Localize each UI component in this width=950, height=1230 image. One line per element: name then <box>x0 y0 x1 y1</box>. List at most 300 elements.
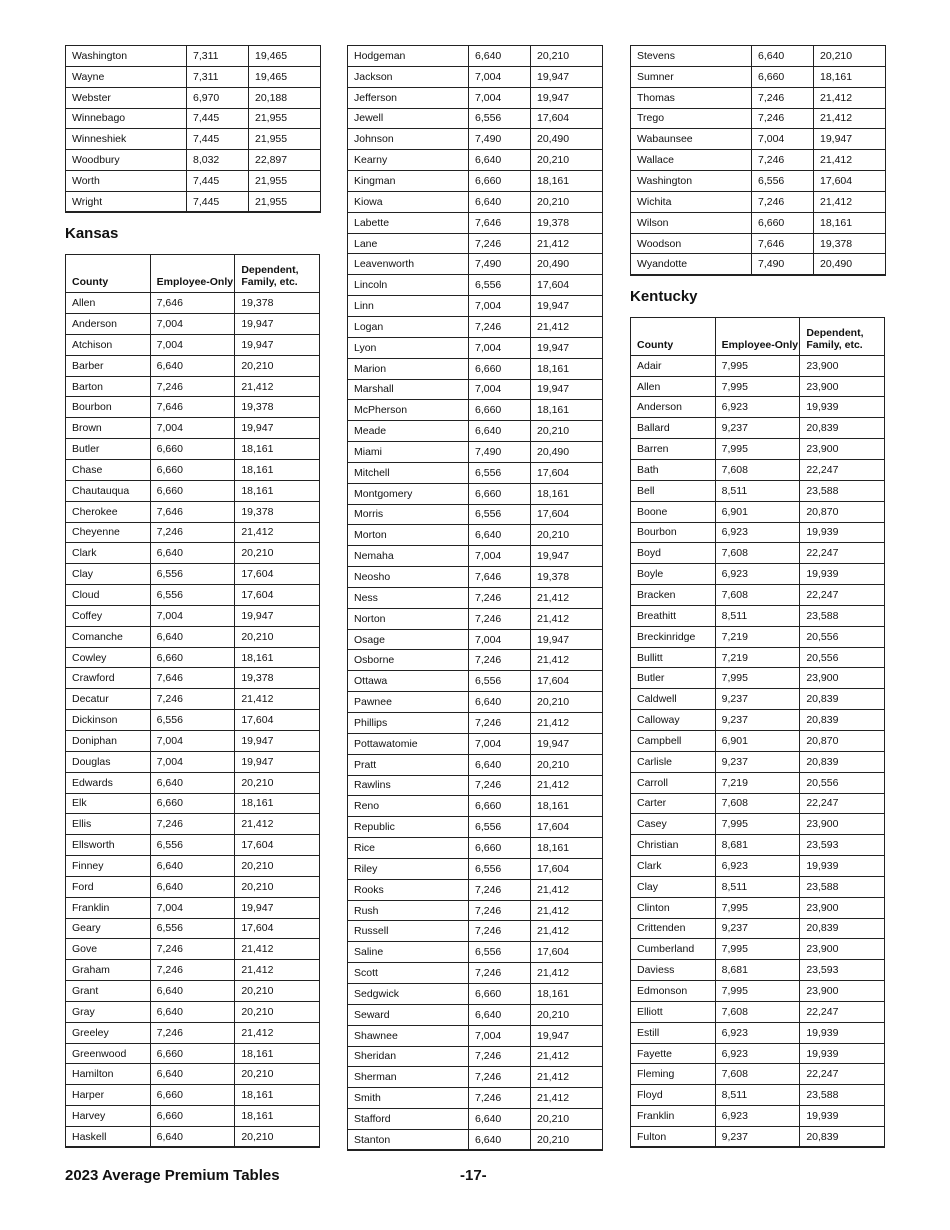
county-cell: Marshall <box>348 379 469 400</box>
county-cell: Morris <box>348 504 469 525</box>
employee-only-cell: 6,556 <box>469 858 531 879</box>
kentucky-heading: Kentucky <box>630 287 698 305</box>
employee-only-cell: 7,246 <box>469 608 531 629</box>
table-row <box>631 772 885 793</box>
employee-only-cell: 6,556 <box>469 275 531 296</box>
dependent-cell: 19,939 <box>800 856 885 877</box>
employee-only-cell: 7,646 <box>150 293 235 314</box>
employee-only-cell: 6,640 <box>469 191 531 212</box>
county-cell: Coffey <box>66 605 151 626</box>
employee-only-cell: 6,970 <box>187 87 249 108</box>
county-cell: Nemaha <box>348 546 469 567</box>
county-cell: Boyd <box>631 543 716 564</box>
table-header-row <box>631 317 885 355</box>
table-row <box>66 1043 320 1064</box>
county-cell: Norton <box>348 608 469 629</box>
county-cell: Winneshiek <box>66 129 187 150</box>
employee-only-cell: 6,901 <box>715 730 800 751</box>
employee-only-cell: 7,246 <box>469 1046 531 1067</box>
table-row <box>66 689 320 710</box>
county-cell: Carroll <box>631 772 716 793</box>
table-row <box>348 754 603 775</box>
dependent-cell: 19,939 <box>800 1022 885 1043</box>
dependent-cell: 19,947 <box>531 337 603 358</box>
dependent-cell: 18,161 <box>235 647 320 668</box>
dependent-cell: 21,412 <box>235 1022 320 1043</box>
county-cell: Washington <box>631 171 752 192</box>
table-row <box>66 46 321 67</box>
table-row <box>631 480 885 501</box>
table-row <box>631 751 885 772</box>
county-cell: Chautauqua <box>66 480 151 501</box>
table-row <box>631 1022 885 1043</box>
employee-only-cell: 7,004 <box>150 605 235 626</box>
table-row <box>66 564 320 585</box>
county-header: County <box>66 255 151 293</box>
table-row <box>348 838 603 859</box>
employee-only-cell: 6,640 <box>150 856 235 877</box>
kansas-table-continued <box>347 45 603 1151</box>
county-cell: Wabaunsee <box>631 129 752 150</box>
dependent-cell: 19,947 <box>814 129 886 150</box>
dependent-cell: 19,939 <box>800 397 885 418</box>
employee-only-cell: 9,237 <box>715 918 800 939</box>
dependent-cell: 17,604 <box>531 671 603 692</box>
dependent-cell: 20,210 <box>531 421 603 442</box>
dependent-cell: 20,210 <box>235 543 320 564</box>
table-row <box>348 1088 603 1109</box>
table-row <box>348 796 603 817</box>
dependent-cell: 21,955 <box>249 129 321 150</box>
table-row <box>631 814 885 835</box>
employee-only-cell: 6,640 <box>469 692 531 713</box>
table-row <box>631 605 885 626</box>
employee-only-cell: 7,219 <box>715 772 800 793</box>
table-row <box>348 358 603 379</box>
dependent-cell: 18,161 <box>235 1085 320 1106</box>
dependent-cell: 21,412 <box>235 939 320 960</box>
county-cell: Pratt <box>348 754 469 775</box>
employee-only-cell: 7,004 <box>469 379 531 400</box>
table-row <box>631 376 885 397</box>
county-cell: Carter <box>631 793 716 814</box>
dependent-cell: 20,210 <box>531 1109 603 1130</box>
employee-only-cell: 9,237 <box>715 710 800 731</box>
table-row <box>348 692 603 713</box>
dependent-cell: 20,210 <box>235 1001 320 1022</box>
employee-only-header: Employee-Only <box>715 317 800 355</box>
employee-only-cell: 7,246 <box>469 879 531 900</box>
employee-only-cell: 8,511 <box>715 876 800 897</box>
county-cell: Elliott <box>631 1001 716 1022</box>
county-cell: Elk <box>66 793 151 814</box>
county-cell: Morton <box>348 525 469 546</box>
county-cell: Osage <box>348 629 469 650</box>
dependent-cell: 19,947 <box>235 605 320 626</box>
county-cell: Ellis <box>66 814 151 835</box>
table-row <box>631 918 885 939</box>
county-cell: Saline <box>348 942 469 963</box>
employee-only-cell: 6,923 <box>715 1022 800 1043</box>
employee-only-cell: 7,445 <box>187 171 249 192</box>
footer-title: 2023 Average Premium Tables <box>65 1167 280 1184</box>
employee-only-cell: 6,640 <box>469 754 531 775</box>
dependent-cell: 20,839 <box>800 418 885 439</box>
table-row <box>66 191 321 212</box>
table-row <box>348 879 603 900</box>
table-row <box>66 772 320 793</box>
employee-only-cell: 7,004 <box>469 733 531 754</box>
dependent-cell: 20,210 <box>531 46 603 67</box>
employee-only-cell: 7,311 <box>187 46 249 67</box>
employee-only-cell: 7,995 <box>715 981 800 1002</box>
county-cell: Hamilton <box>66 1064 151 1085</box>
table-row <box>348 171 603 192</box>
employee-only-cell: 7,004 <box>469 296 531 317</box>
employee-only-cell: 9,237 <box>715 689 800 710</box>
table-row <box>348 212 603 233</box>
employee-only-cell: 7,004 <box>469 337 531 358</box>
employee-only-cell: 7,608 <box>715 585 800 606</box>
table-row <box>66 1001 320 1022</box>
dependent-cell: 20,210 <box>531 525 603 546</box>
employee-only-cell: 7,646 <box>469 567 531 588</box>
county-cell: Butler <box>631 668 716 689</box>
employee-only-cell: 7,246 <box>752 150 814 171</box>
employee-only-cell: 6,923 <box>715 522 800 543</box>
employee-only-cell: 7,246 <box>150 376 235 397</box>
employee-only-cell: 9,237 <box>715 751 800 772</box>
county-cell: Edmonson <box>631 981 716 1002</box>
column-1 <box>65 45 320 1148</box>
employee-only-cell: 7,995 <box>715 668 800 689</box>
dependent-cell: 17,604 <box>235 710 320 731</box>
dependent-cell: 17,604 <box>531 817 603 838</box>
employee-only-cell: 7,246 <box>752 87 814 108</box>
dependent-cell: 21,412 <box>235 689 320 710</box>
county-cell: Scott <box>348 963 469 984</box>
dependent-cell: 20,210 <box>235 856 320 877</box>
dependent-cell: 17,604 <box>235 564 320 585</box>
employee-only-cell: 6,923 <box>715 397 800 418</box>
county-cell: Grant <box>66 981 151 1002</box>
employee-only-cell: 6,660 <box>752 66 814 87</box>
dependent-cell: 21,412 <box>531 775 603 796</box>
employee-only-cell: 7,995 <box>715 355 800 376</box>
table-row <box>66 960 320 981</box>
county-cell: Clark <box>66 543 151 564</box>
dependent-cell: 18,161 <box>235 1043 320 1064</box>
employee-only-cell: 6,660 <box>150 1106 235 1127</box>
dependent-cell: 23,900 <box>800 355 885 376</box>
employee-only-cell: 6,660 <box>752 212 814 233</box>
dependent-cell: 17,604 <box>235 918 320 939</box>
employee-only-cell: 6,660 <box>150 1085 235 1106</box>
dependent-cell: 19,378 <box>235 668 320 689</box>
dependent-cell: 23,900 <box>800 814 885 835</box>
table-row <box>348 296 603 317</box>
employee-only-cell: 6,640 <box>150 981 235 1002</box>
table-row <box>66 647 320 668</box>
table-row <box>631 981 885 1002</box>
table-row <box>66 1106 320 1127</box>
county-cell: Boone <box>631 501 716 522</box>
table-row <box>348 337 603 358</box>
dependent-cell: 18,161 <box>531 983 603 1004</box>
table-row <box>631 710 885 731</box>
employee-only-cell: 7,490 <box>469 442 531 463</box>
employee-only-cell: 6,660 <box>469 483 531 504</box>
county-cell: Caldwell <box>631 689 716 710</box>
county-cell: Bourbon <box>631 522 716 543</box>
table-row <box>631 254 886 275</box>
table-row <box>66 522 320 543</box>
employee-only-cell: 6,640 <box>150 876 235 897</box>
dependent-cell: 21,412 <box>235 814 320 835</box>
table-row <box>348 379 603 400</box>
employee-only-cell: 7,246 <box>752 108 814 129</box>
county-cell: Johnson <box>348 129 469 150</box>
table-row <box>348 629 603 650</box>
dependent-cell: 19,939 <box>800 1043 885 1064</box>
table-row <box>66 1064 320 1085</box>
dependent-cell: 17,604 <box>531 275 603 296</box>
dependent-cell: 20,839 <box>800 710 885 731</box>
county-cell: Clay <box>631 876 716 897</box>
county-cell: Graham <box>66 960 151 981</box>
dependent-cell: 20,556 <box>800 772 885 793</box>
county-cell: Fulton <box>631 1127 716 1148</box>
dependent-cell: 18,161 <box>531 483 603 504</box>
employee-only-cell: 6,640 <box>469 1109 531 1130</box>
dependent-cell: 23,900 <box>800 939 885 960</box>
dependent-cell: 21,412 <box>531 1088 603 1109</box>
kentucky-table <box>630 317 885 1149</box>
county-cell: Anderson <box>66 314 151 335</box>
dependent-header: Dependent, Family, etc. <box>235 255 320 293</box>
employee-only-cell: 7,445 <box>187 108 249 129</box>
table-row <box>348 191 603 212</box>
county-header: County <box>631 317 716 355</box>
dependent-cell: 22,247 <box>800 460 885 481</box>
employee-only-cell: 7,004 <box>150 334 235 355</box>
employee-only-cell: 6,640 <box>150 772 235 793</box>
table-row <box>66 480 320 501</box>
page-number: -17- <box>460 1167 487 1184</box>
dependent-cell: 19,947 <box>235 314 320 335</box>
table-row <box>348 1004 603 1025</box>
table-row <box>348 1129 603 1150</box>
county-cell: Wayne <box>66 66 187 87</box>
employee-only-cell: 7,646 <box>469 212 531 233</box>
employee-only-cell: 6,660 <box>469 400 531 421</box>
employee-only-cell: 7,246 <box>752 191 814 212</box>
employee-only-cell: 7,246 <box>469 1067 531 1088</box>
dependent-cell: 19,947 <box>531 546 603 567</box>
employee-only-cell: 7,646 <box>150 501 235 522</box>
table-row <box>631 66 886 87</box>
table-row <box>66 981 320 1002</box>
employee-only-header: Employee-Only <box>150 255 235 293</box>
county-cell: Atchison <box>66 334 151 355</box>
dependent-cell: 20,210 <box>235 1064 320 1085</box>
table-row <box>631 543 885 564</box>
table-row <box>66 87 321 108</box>
table-row <box>66 897 320 918</box>
dependent-cell: 21,955 <box>249 191 321 212</box>
dependent-header: Dependent, Family, etc. <box>800 317 885 355</box>
county-cell: Ness <box>348 587 469 608</box>
county-cell: Ballard <box>631 418 716 439</box>
table-row <box>66 1085 320 1106</box>
dependent-cell: 19,947 <box>235 334 320 355</box>
employee-only-cell: 6,640 <box>469 421 531 442</box>
table-row <box>66 856 320 877</box>
county-cell: Geary <box>66 918 151 939</box>
employee-only-cell: 6,556 <box>469 108 531 129</box>
county-cell: Decatur <box>66 689 151 710</box>
employee-only-cell: 7,311 <box>187 66 249 87</box>
table-row <box>348 983 603 1004</box>
dependent-cell: 19,947 <box>235 730 320 751</box>
county-cell: Montgomery <box>348 483 469 504</box>
dependent-cell: 20,870 <box>800 730 885 751</box>
employee-only-cell: 6,556 <box>150 710 235 731</box>
employee-only-cell: 6,660 <box>469 983 531 1004</box>
county-cell: Linn <box>348 296 469 317</box>
table-row <box>348 1046 603 1067</box>
employee-only-cell: 7,004 <box>150 897 235 918</box>
dependent-cell: 20,210 <box>531 1004 603 1025</box>
dependent-cell: 19,947 <box>531 1025 603 1046</box>
dependent-cell: 19,465 <box>249 66 321 87</box>
table-row <box>66 793 320 814</box>
employee-only-cell: 6,640 <box>469 1004 531 1025</box>
county-cell: Wilson <box>631 212 752 233</box>
employee-only-cell: 6,556 <box>150 918 235 939</box>
dependent-cell: 22,247 <box>800 1064 885 1085</box>
county-cell: Russell <box>348 921 469 942</box>
employee-only-cell: 8,511 <box>715 1085 800 1106</box>
county-cell: Shawnee <box>348 1025 469 1046</box>
employee-only-cell: 7,646 <box>752 233 814 254</box>
dependent-cell: 22,247 <box>800 1001 885 1022</box>
county-cell: Clay <box>66 564 151 585</box>
table-row <box>66 460 320 481</box>
employee-only-cell: 7,646 <box>150 397 235 418</box>
table-row <box>66 334 320 355</box>
employee-only-cell: 7,608 <box>715 543 800 564</box>
table-row <box>348 504 603 525</box>
table-row <box>348 671 603 692</box>
dependent-cell: 21,412 <box>814 108 886 129</box>
county-cell: Wright <box>66 191 187 212</box>
county-cell: Bracken <box>631 585 716 606</box>
county-cell: Christian <box>631 835 716 856</box>
employee-only-cell: 7,995 <box>715 376 800 397</box>
table-row <box>631 564 885 585</box>
table-row <box>348 942 603 963</box>
employee-only-cell: 7,246 <box>469 650 531 671</box>
employee-only-cell: 7,246 <box>150 960 235 981</box>
dependent-cell: 19,378 <box>814 233 886 254</box>
county-cell: Pottawatomie <box>348 733 469 754</box>
table-row <box>631 1127 885 1148</box>
employee-only-cell: 6,556 <box>469 671 531 692</box>
county-cell: Comanche <box>66 626 151 647</box>
employee-only-cell: 6,660 <box>150 1043 235 1064</box>
employee-only-cell: 7,995 <box>715 939 800 960</box>
county-cell: Stevens <box>631 46 752 67</box>
dependent-cell: 19,947 <box>531 379 603 400</box>
table-row <box>631 87 886 108</box>
table-row <box>348 1109 603 1130</box>
dependent-cell: 21,412 <box>531 650 603 671</box>
table-row <box>66 814 320 835</box>
dependent-cell: 23,900 <box>800 981 885 1002</box>
county-cell: Bath <box>631 460 716 481</box>
dependent-cell: 23,900 <box>800 376 885 397</box>
county-cell: Harvey <box>66 1106 151 1127</box>
county-cell: Bell <box>631 480 716 501</box>
employee-only-cell: 6,640 <box>150 1001 235 1022</box>
employee-only-cell: 7,246 <box>469 233 531 254</box>
dependent-cell: 19,947 <box>235 897 320 918</box>
county-cell: Thomas <box>631 87 752 108</box>
county-cell: Franklin <box>66 897 151 918</box>
employee-only-cell: 6,640 <box>150 626 235 647</box>
dependent-cell: 20,210 <box>531 1129 603 1150</box>
county-cell: Ford <box>66 876 151 897</box>
dependent-cell: 17,604 <box>531 942 603 963</box>
dependent-cell: 23,900 <box>800 897 885 918</box>
county-cell: Rooks <box>348 879 469 900</box>
table-row <box>66 876 320 897</box>
dependent-cell: 17,604 <box>531 108 603 129</box>
table-row <box>348 775 603 796</box>
table-row <box>66 418 320 439</box>
employee-only-cell: 7,608 <box>715 1064 800 1085</box>
county-cell: Meade <box>348 421 469 442</box>
table-row <box>631 626 885 647</box>
dependent-cell: 20,490 <box>814 254 886 275</box>
table-row <box>66 626 320 647</box>
table-row <box>631 793 885 814</box>
kansas-table-end <box>630 45 886 276</box>
county-cell: Woodson <box>631 233 752 254</box>
county-cell: Mitchell <box>348 462 469 483</box>
county-cell: Lincoln <box>348 275 469 296</box>
employee-only-cell: 7,608 <box>715 1001 800 1022</box>
employee-only-cell: 6,640 <box>469 46 531 67</box>
county-cell: Breckinridge <box>631 626 716 647</box>
county-cell: Douglas <box>66 751 151 772</box>
employee-only-cell: 7,246 <box>469 713 531 734</box>
table-row <box>348 483 603 504</box>
county-cell: Reno <box>348 796 469 817</box>
employee-only-cell: 6,556 <box>150 585 235 606</box>
employee-only-cell: 8,681 <box>715 960 800 981</box>
table-row <box>631 418 885 439</box>
county-cell: Clinton <box>631 897 716 918</box>
table-row <box>66 918 320 939</box>
dependent-cell: 19,378 <box>235 293 320 314</box>
dependent-cell: 19,947 <box>531 296 603 317</box>
kansas-table <box>65 254 320 1148</box>
county-cell: Cheyenne <box>66 522 151 543</box>
table-row <box>631 835 885 856</box>
employee-only-cell: 7,246 <box>150 522 235 543</box>
